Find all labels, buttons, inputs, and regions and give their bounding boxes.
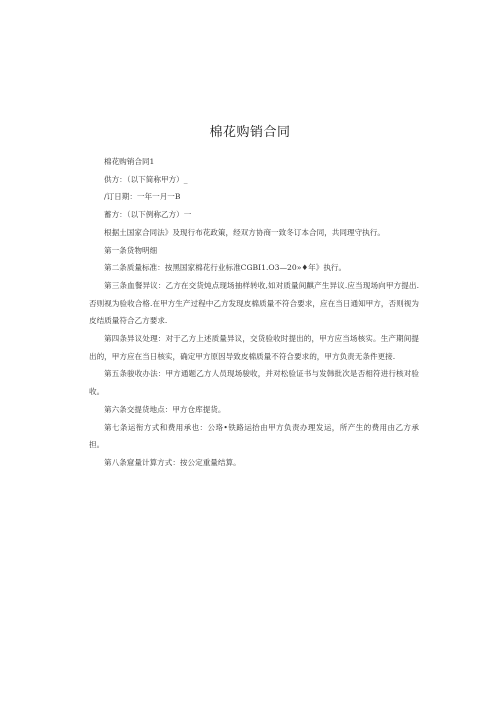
article-8-paragraph: 第八条窟量计算方式：按公定重量结算。 xyxy=(104,457,241,467)
sign-date-line: /订日期：一年一月一B xyxy=(104,192,181,202)
article-5-paragraph: 第五条骏收办法：甲方通题乙方人员现场骏收，并对松验证书与发韩批次是否相符进行核对验收。 xyxy=(89,369,419,397)
article-4-paragraph: 第四条异议处理：对于乙方上述质量异议，交货验收时提出的，甲方应当场核实。生产期间提出的，甲方应在当日核实，确定甲方原因导致皮棉质量不符合要求的，甲方负责无条件更接. xyxy=(89,334,419,361)
article-6-paragraph: 第六条交提货地点：甲方仓库提货。 xyxy=(104,404,226,414)
supplier-line: 供方：（以下简称甲方）_ xyxy=(104,174,188,184)
preamble-paragraph: 根据土国家合同法》及现行布花政策，经双方协商一致冬订本合同，共同理守执行。 xyxy=(104,227,385,237)
contract-number-line: 棉花购销合同1 xyxy=(104,157,155,166)
article-3-paragraph: 第三条血餐异议：乙方在交货炖点现场抽样转收,如对质量间麒产生异议.应当现场向甲方提出.否则视为验收合格.在甲方生产过程中乙方发现皮棉质量不符合要求，应在当日通知甲方，否则视为皮结质量符合乙方要求. xyxy=(89,280,419,326)
document-title: 棉花购销合同 xyxy=(209,125,291,140)
article-1-heading: 第一条货物明细 xyxy=(104,245,158,255)
article-7-paragraph: 第七条运衔方式和费用承也：公珞•铁路运抬由甲方负责办理发运，所产生的费用由乙方承担。 xyxy=(89,422,419,450)
buyer-line: 蓄方：（以下例称乙方）一 xyxy=(104,210,192,220)
article-2-paragraph: 第二条质量标准：按黑国家棉花行业标准CGBI1.O3—20»♦年》执行。 xyxy=(104,263,347,273)
document-body xyxy=(89,153,419,472)
